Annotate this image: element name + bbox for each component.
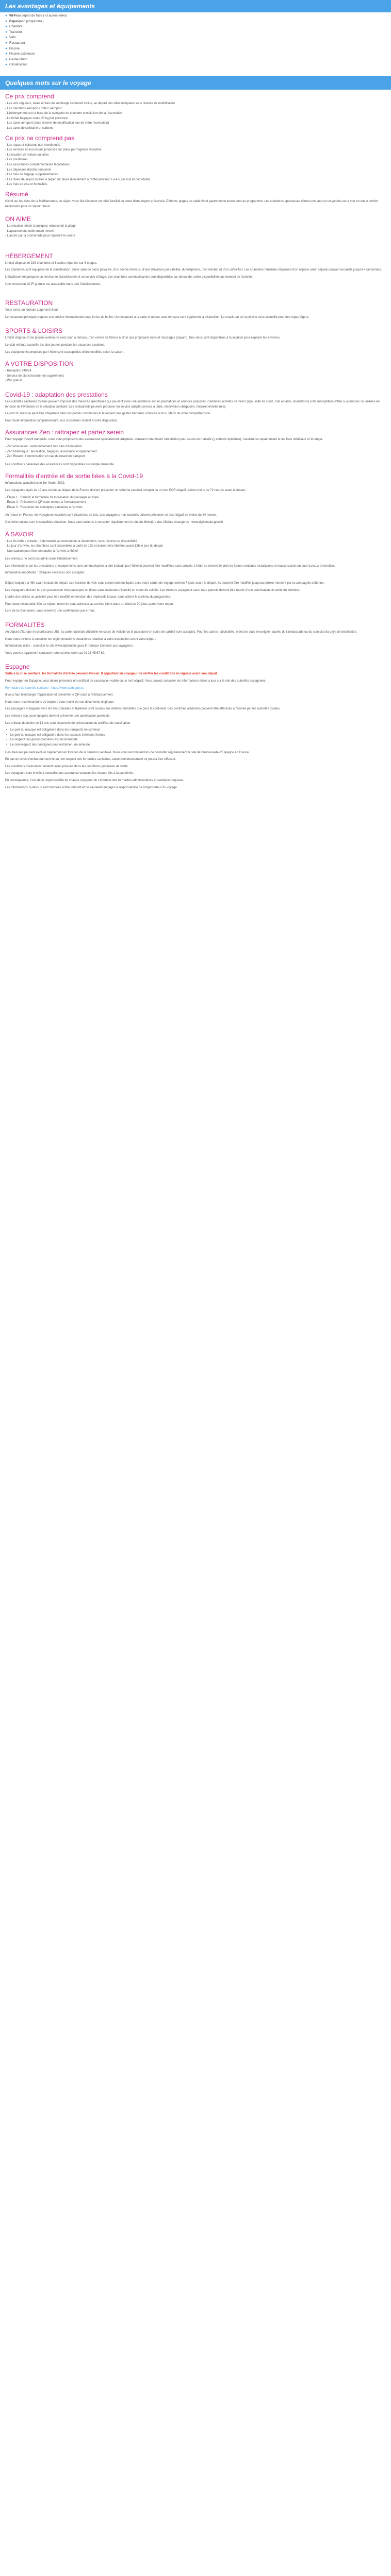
good-to-know-item: - Une caution peut être demandée à l'arrivée à l'hôtel xyxy=(5,549,78,553)
formalities-text: Ces informations sont susceptibles d'évoluer. Nous vous invitons à consulter régulièrement le site du Ministère des Affaires étrangères : www.diplomatie.gouv.fr xyxy=(5,520,223,524)
includes-heading: Ce prix comprend xyxy=(5,93,54,100)
equipment-item xyxy=(5,46,391,52)
highlights-heading: ON AIME xyxy=(5,215,31,223)
voyage-content xyxy=(0,93,391,792)
amenities-heading: A VOTRE DISPOSITION xyxy=(5,360,74,368)
equipment-label: Piscine extérieure xyxy=(9,52,35,56)
excludes-item: - Les frais de bagage supplémentaires xyxy=(5,173,58,177)
formalities-text: Vous pouvez également contacter notre service client au 01 23 45 67 89. xyxy=(5,651,105,655)
covid-heading: Covid-19 : adaptation des prestations xyxy=(5,391,108,398)
good-to-know-text: Information importante : Chèques vacances non acceptés. xyxy=(5,571,86,575)
insurance-item: - Zen Annulation : remboursement des frais d'annulation xyxy=(5,445,82,448)
departure-text: Départ toujours à 48h avant la date de départ. Les horaires de vols vous seront communiqués avec votre carnet de voyage environ 7 jours avant le départ. Ils peuvent être modifiés jusqu'au dernier moment par la compagnie aérienne. xyxy=(5,582,325,585)
check-icon: ● xyxy=(5,57,8,61)
includes-item: - Le forfait bagages soute 20 kg par personne xyxy=(5,116,68,120)
spain-rule-list xyxy=(5,728,386,748)
equipment-item xyxy=(5,19,391,25)
spain-rule: • Le port du masque est obligatoire dans les espaces intérieurs fermés xyxy=(5,733,386,738)
formalities-text: Au départ d'Europe (ressortissants UE) : la carte nationale d'identité en cours de validité ou le passeport en cours de validité sont acceptés. Pour les autres nationalités, merci de vous renseigner auprès de l'ambassade ou du consulat du pays de destination. xyxy=(5,631,357,634)
spain-text: Il vous faut télécharger l'application et présenter le QR code à l'embarquement. xyxy=(5,693,114,697)
spain-text: Les mineurs non accompagnés doivent présenter une autorisation parentale. xyxy=(5,714,111,718)
summary-heading: Résumé xyxy=(5,190,28,198)
equipment-label: Restauration xyxy=(9,57,28,61)
good-to-know-text: Les informations sur les prestations et équipements sont communiquées à titre indicatif par l'hôtel et peuvent être modifiées sans préavis. L'hôtel se réserve le droit de fermer certaines installations en basse saison ou pour travaux d'entretien. xyxy=(5,564,335,568)
highlight-item: - La situation idéale à quelques minutes de la plage xyxy=(5,225,76,228)
good-to-know-item: - Le jour d'arrivée, les chambres sont disponibles à partir de 15h et doivent être libérées avant 12h le jour du départ xyxy=(5,545,163,548)
good-to-know-text: Les animaux ne sont pas admis dans l'établissement. xyxy=(5,557,78,561)
spain-text: Pour voyager en Espagne, vous devez présenter un certificat de vaccination valide ou un test négatif. Vous pouvez consulter les informations mises à jour sur le site des autorités espagnoles. xyxy=(5,680,267,683)
formalities-text: Au retour en France, les voyageurs vaccinés sont dispensés de test. Les voyageurs non vaccinés doivent présenter un test négatif de moins de 24 heures. xyxy=(5,514,217,517)
check-icon: ● xyxy=(5,41,8,45)
spain-rule: • Le port du masque est obligatoire dans les transports en commun xyxy=(5,728,386,733)
equipment-item xyxy=(5,41,391,46)
formalities-step: - Étape 1 : Remplir le formulaire de localisation du passager en ligne xyxy=(5,496,99,499)
spain-text: Les informations ci-dessus sont données à titre indicatif et ne sauraient engager la responsabilité de l'organisateur du voyage. xyxy=(5,786,178,789)
equipment-label: Climatisation xyxy=(9,63,28,67)
excludes-item: - Les taxes de séjour locales à régler sur place directement à l'hôtel (environ 2 à 4 € par nuit et par adulte) xyxy=(5,178,151,181)
spain-text: Nous vous recommandons de toujours vous munir de vos documents originaux. xyxy=(5,700,115,704)
equipment-label: Repas xyxy=(9,19,19,23)
accommodation-text: Les chambres sont équipées de la climatisation, d'une salle de bains privative, d'un sèche-cheveux, d'une télévision par satellite, du téléphone, d'un minibar et d'un coffre-fort. Les chambres familiales disposent d'un espace salon séparé pouvant accueillir jusqu'à 4 personnes. xyxy=(5,268,382,272)
equipment-label: Transfert xyxy=(9,30,22,34)
restaurant-text: Le restaurant principal propose une cuisine internationale sous forme de buffet. Un restaurant à la carte et un bar avec terrasse sont également à disposition. Le snack-bar de la piscine vous accueille pour des repas légers. xyxy=(5,315,309,319)
spain-text: En cas de refus d'embarquement lié au non-respect des formalités sanitaires, aucun remboursement ne pourra être effectué. xyxy=(5,758,176,761)
spain-rule: • Le respect des gestes barrières est recommandé xyxy=(5,738,386,743)
check-icon: ● xyxy=(5,25,8,29)
info-text: Pour toute réclamation liée au séjour, merci de vous adresser au service client dans un délai de 30 jours après votre retour. xyxy=(5,602,174,606)
sports-text: Les équipements proposés par l'hôtel sont susceptibles d'être modifiés selon la saison. xyxy=(5,350,124,354)
excludes-item: - La location de voiture ou vélos xyxy=(5,153,49,157)
includes-item: - Les taxes aéroport (sous réserve de modification lors de votre réservation) xyxy=(5,122,109,125)
equipment-label: Vélo xyxy=(9,36,16,40)
formalities-text: Les voyageurs âgés de 12 ans et plus au départ de la France doivent présenter un schéma vaccinal complet ou un test PCR négatif réalisé moins de 72 heures avant le départ. xyxy=(5,488,246,492)
good-to-know-heading: A SAVOIR xyxy=(5,530,34,538)
formalities-text: Nous vous invitons à consulter les réglementations douanières relatives à votre destination avant votre départ. xyxy=(5,637,156,641)
equipment-item xyxy=(5,62,391,68)
highlight-item: - L'accès par la promenade pour rejoindre le centre xyxy=(5,234,75,238)
spain-text: Les enfants de moins de 12 ans sont dispensés de présentation du certificat de vaccination. xyxy=(5,721,131,725)
formalities-text: Informations utiles : consulter le site www.diplomatie.gouv.fr rubrique Conseils aux voyageurs. xyxy=(5,645,134,648)
check-icon: ● xyxy=(5,36,8,40)
covid-text: Les autorités sanitaires locales peuvent imposer des mesures spécifiques qui peuvent avoir une incidence sur les prestations et services proposés. Certaines activités de loisirs (spa, salle de sport, club enfants, animations) sont susceptibles d'être suspendues ou limitées en fonction de l'évolution de la situation sanitaire. Les restaurants peuvent proposer un service adapté (service à table, réservation obligatoire, horaires échelonnés). xyxy=(5,400,380,409)
spain-text: En conséquence, il est de la responsabilité de chaque voyageur de s'informer des formalités administratives et sanitaires requises. xyxy=(5,778,184,782)
info-text: Lors de la réservation, vous recevrez une confirmation par e-mail. xyxy=(5,609,95,613)
accommodation-text: L'hôtel dispose de 193 chambres et 8 suites réparties sur 8 étages. xyxy=(5,261,97,265)
equipments-title: Les avantages et équipements xyxy=(5,3,95,10)
accommodation-heading: HÉBERGEMENT xyxy=(5,252,53,260)
spain-text: Les conditions d'annulation restent celles prévues dans les conditions générales de vente. xyxy=(5,765,129,768)
excludes-item: - Les pourboires xyxy=(5,158,28,162)
equipment-label: Chambre xyxy=(9,25,23,29)
includes-item: - Les taxes de solidarité et carbone xyxy=(5,126,54,130)
formalities-date: Informations actualisées le 1er février 2022. xyxy=(5,482,66,485)
excludes-heading: Ce prix ne comprend pas xyxy=(5,134,75,142)
equipment-item xyxy=(5,52,391,57)
covid-text: Le port du masque peut être obligatoire dans les parties communes et le respect des gestes barrières s'impose à tous. Merci de votre compréhension. xyxy=(5,412,211,416)
excludes-item: - Les repas et boissons non mentionnés xyxy=(5,143,60,147)
spain-heading: Espagne xyxy=(5,663,30,671)
excludes-item: - Les assurances complémentaires facultatives xyxy=(5,163,70,166)
departure-text: L'ordre des visites ou activités peut être modifié en fonction des impératifs locaux, sans altérer le contenu du programme. xyxy=(5,596,171,599)
sports-heading: SPORTS & LOISIRS xyxy=(5,327,63,335)
sports-text: Le club enfants accueille les plus jeunes pendant les vacances scolaires. xyxy=(5,344,105,347)
accommodation-text: Une connexion Wi-Fi gratuite est accessible dans tout l'établissement. xyxy=(5,282,101,286)
equipment-item xyxy=(5,30,391,36)
insurance-text: Pour voyager l'esprit tranquille, nous vous proposons des assurances spécialement adaptées, couvrant notamment l'annulation pour cause de maladie (y compris épidémie), l'assistance rapatriement et les frais médicaux à l'étranger. xyxy=(5,438,323,442)
insurance-item: - Zen Retard : indemnisation en cas de retard de transport xyxy=(5,455,85,459)
covid-formalities-heading: Formalités d'entrée et de sortie liées à la Covid-19 xyxy=(5,472,143,480)
spain-link: Formulaire de contrôle sanitaire : https://www.spth.gob.es xyxy=(5,686,84,690)
covid-text: Pour toute information complémentaire, nos conseillers restent à votre disposition. xyxy=(5,419,118,422)
check-icon: ● xyxy=(5,19,8,23)
amenity-item: - Wifi gratuit xyxy=(5,379,22,383)
check-icon: ● xyxy=(5,30,8,34)
equipment-label: Restaurant xyxy=(9,41,25,45)
includes-item: - L'hébergement sur la base de la catégorie de chambre choisie lors de la réservation xyxy=(5,112,122,115)
spain-warning: Suite à la crise sanitaire, les formalités d'entrée peuvent évoluer. Il appartient au voyageur de vérifier les conditions en vigueur avant son départ. xyxy=(5,672,218,676)
check-icon: ● xyxy=(5,52,8,56)
insurance-item: - Zen Multirisque : annulation, bagages, assistance et rapatriement xyxy=(5,450,97,453)
equipments-band xyxy=(0,0,391,12)
includes-item: - Les vols réguliers, taxes et frais de surcharge carburant inclus, au départ des villes indiquées sous réserve de modification xyxy=(5,102,175,105)
equipment-label: Piscine xyxy=(9,46,20,50)
voyage-band xyxy=(0,76,391,90)
good-to-know-item: - Les lits bébé / enfants : à demander au moment de la réservation, sous réserve de disponibilité xyxy=(5,539,137,543)
excludes-item: - Les dépenses d'ordre personnel xyxy=(5,168,52,172)
check-icon: ● xyxy=(5,46,8,50)
highlight-item: - L'appartement entièrement rénové xyxy=(5,229,55,233)
voyage-title: Quelques mots sur le voyage xyxy=(5,79,91,87)
insurance-text: Les conditions générales des assurances sont disponibles sur simple demande. xyxy=(5,463,115,466)
summary-text: Niché sur les rives de la Méditerranée, ce séjour vous fait découvrir un hôtel familial au cœur d'une région préservée. Détente, plages de sable fin et gastronomie locale sont au programme. Les chambres spacieuses offrent une vue sur les jardins ou la mer et tout le confort nécessaire pour un séjour réussi. xyxy=(5,199,379,208)
amenity-item: - Service de blanchisserie (en supplément) xyxy=(5,374,64,378)
check-icon: ● xyxy=(5,63,8,67)
equipment-item xyxy=(5,57,391,63)
spain-text: Ces mesures peuvent évoluer rapidement en fonction de la situation sanitaire. Nous vous recommandons de consulter régulièrement le site de l'ambassade d'Espagne en France. xyxy=(5,751,250,754)
equipment-suffix: au départ de Nice (+3 autres villes) xyxy=(17,14,67,18)
departure-text: Les voyageurs doivent être en possession d'un passeport ou d'une carte nationale d'identité en cours de validité. Les mineurs voyageant sans leurs parents doivent être munis d'une autorisation de sortie du territoire. xyxy=(5,588,300,592)
amenity-item: - Réception 24h/24 xyxy=(5,369,31,373)
equipment-label: Wi-Fi xyxy=(9,14,18,18)
equipment-item xyxy=(5,35,391,41)
insurance-heading: Assurances Zen : rattrapez et partez serein xyxy=(5,429,124,436)
includes-item: - Les transferts aéroport / hôtel / aéroport xyxy=(5,107,62,110)
formalities-step: - Étape 2 : Présenter le QR code obtenu à l'embarquement xyxy=(5,501,86,504)
spain-rule: • Le non-respect des consignes peut entraîner une amende xyxy=(5,743,386,748)
restaurant-heading: RESTAURATION xyxy=(5,299,53,307)
equipment-item xyxy=(5,24,391,30)
accommodation-text: L'établissement propose un service de blanchisserie et un service d'étage. Les chambres communicantes sont disponibles sur demande, selon disponibilités au moment de l'arrivée. xyxy=(5,276,253,279)
excludes-item: - Les frais de visa et formalités xyxy=(5,183,47,187)
check-icon: ● xyxy=(5,14,8,18)
spain-text: Les passagers voyageant vers les îles Canaries et Baléares sont soumis aux mêmes formalités que pour le continent. Des contrôles aléatoires peuvent être effectués à l'arrivée par les autorités locales. xyxy=(5,707,281,711)
equipment-item xyxy=(5,13,391,19)
formalities-step: - Étape 3 : Respecter les consignes sanitaires à l'arrivée xyxy=(5,505,83,509)
sports-text: L'hôtel dispose d'une piscine extérieure avec bain à remous, d'un centre de fitness et d'un spa proposant soins et massages (payant). Des vélos sont disponibles à la location pour explorer les environs. xyxy=(5,336,281,340)
restaurant-text: Vous serez en formule Logement Seul. xyxy=(5,309,59,312)
spain-text: Les voyageurs sont invités à souscrire une assurance couvrant les risques liés à la pandémie. xyxy=(5,772,134,775)
equipments-list xyxy=(0,13,391,68)
formalities-heading: FORMALITÉS xyxy=(5,621,45,629)
equipment-suffix: (non programme) xyxy=(19,19,44,23)
excludes-item: - Les services et excursions proposés sur place par l'agence réceptive xyxy=(5,148,102,152)
